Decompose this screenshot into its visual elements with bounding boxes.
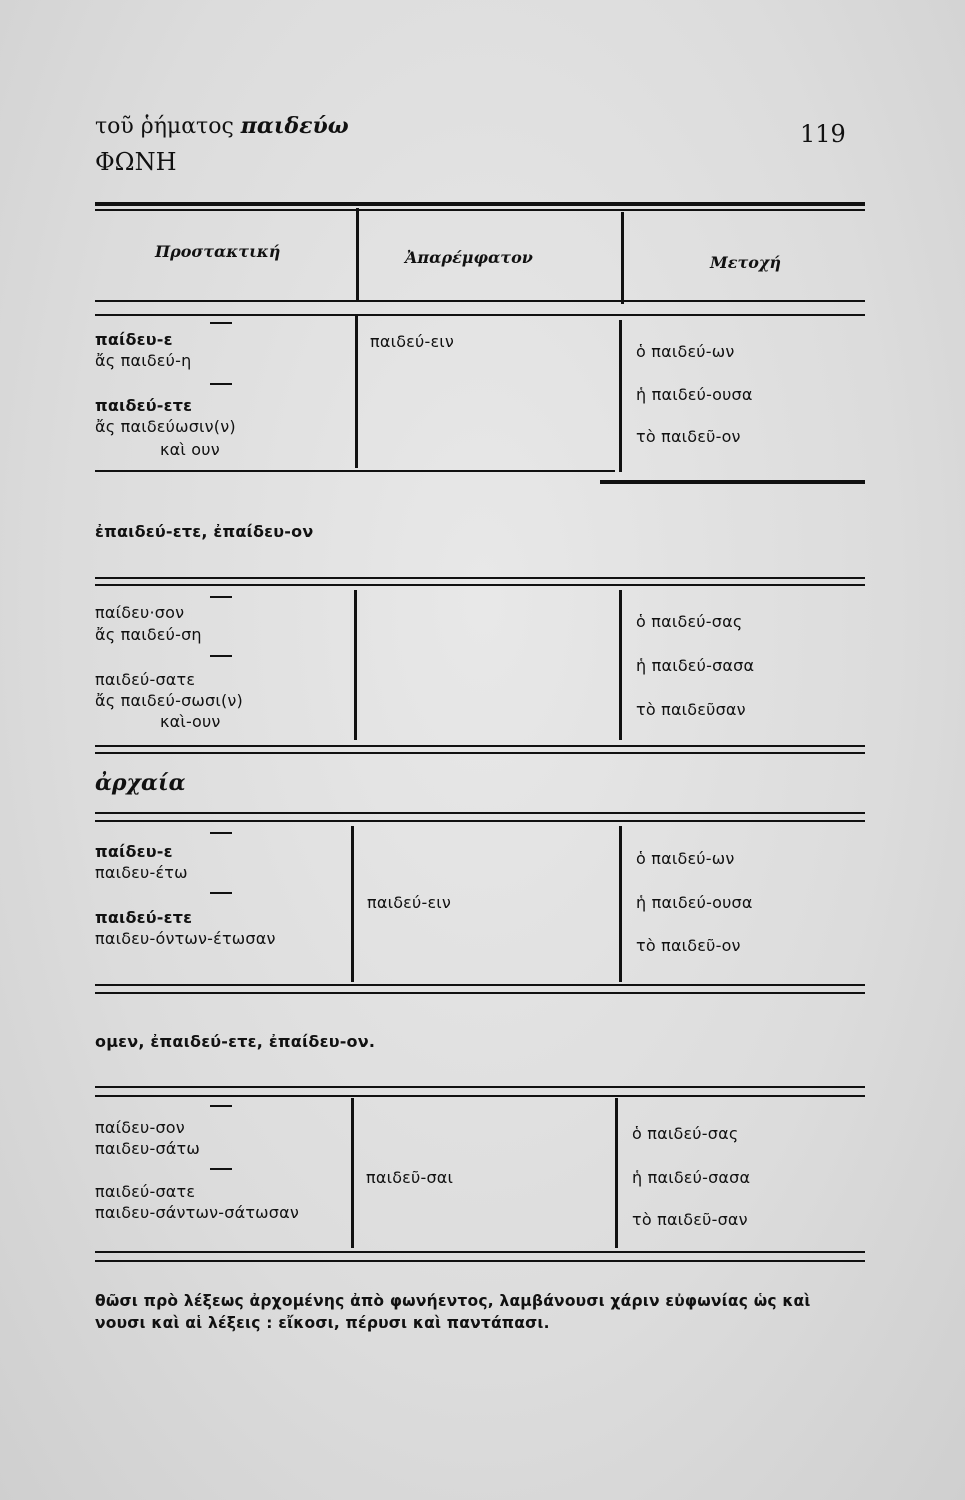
t3-part-3: τὸ παιδεῦ-ον [636, 936, 741, 955]
page-subtitle: ΦΩΝΗ [95, 148, 177, 176]
t4-rule-top-2 [95, 1095, 865, 1097]
t1-imp-2: ἄς παιδεύ-η [95, 351, 192, 370]
t4-rule-bottom [95, 1251, 865, 1253]
t2-rule-top-2 [95, 584, 865, 586]
t3-imp-2: παιδευ-έτω [95, 863, 188, 882]
dash [210, 1168, 232, 1170]
note-1: ἐπαιδεύ-ετε, ἐπαίδευ-ον [95, 522, 314, 541]
t1-rule-bottom-right [600, 480, 865, 484]
t1-divider-2 [619, 320, 622, 472]
t1-part-2: ἡ παιδεύ-ουσα [636, 385, 753, 404]
t1-part-1: ὁ παιδεύ-ων [636, 342, 735, 361]
header-rule-top [95, 202, 865, 206]
t3-rule-bottom [95, 984, 865, 986]
t2-imp-1: παίδευ·σον [95, 603, 185, 622]
t2-part-3: τὸ παιδεῦσαν [636, 700, 746, 719]
t2-imp-4: ἄς παιδεύ-σωσι(ν) [95, 691, 244, 710]
t3-imp-3: παιδεύ-ετε [95, 908, 193, 927]
header-rule-bottom-2 [95, 314, 865, 316]
t4-part-3: τὸ παιδεῦ-σαν [632, 1210, 748, 1229]
t3-imp-1: παίδευ-ε [95, 842, 173, 861]
page-number: 119 [800, 120, 846, 148]
t4-infinitive: παιδεῦ-σαι [366, 1168, 454, 1187]
t3-rule-top [95, 812, 865, 814]
dash [210, 832, 232, 834]
t2-rule-top [95, 577, 865, 579]
dash [210, 322, 232, 324]
t4-rule-top [95, 1086, 865, 1088]
t1-imp-5: καὶ ουν [160, 440, 220, 459]
t1-imp-3: παιδεύ-ετε [95, 396, 193, 415]
heading-verb: παιδεύω [240, 113, 349, 139]
dash [210, 892, 232, 894]
column-header-infinitive: Ἀπαρέμφατον [405, 248, 533, 267]
t1-part-3: τὸ παιδεῦ-ον [636, 427, 741, 446]
t4-divider-2 [615, 1098, 618, 1248]
t1-divider-1 [355, 316, 358, 468]
heading-prefix: τοῦ ῥήματος [95, 114, 234, 139]
t4-rule-bottom-2 [95, 1260, 865, 1262]
t3-infinitive: παιδεύ-ειν [367, 893, 452, 912]
t2-divider-1 [354, 590, 357, 740]
t2-imp-3: παιδεύ-σατε [95, 670, 196, 689]
t2-rule-bottom [95, 745, 865, 747]
t3-divider-2 [619, 826, 622, 982]
t3-rule-bottom-2 [95, 992, 865, 994]
t3-imp-4: παιδευ-όντων-έτωσαν [95, 929, 276, 948]
note-2: ομεν, ἐπαιδεύ-ετε, ἐπαίδευ-ον. [95, 1032, 376, 1051]
t4-divider-1 [351, 1098, 354, 1248]
t4-imp-3: παιδεύ-σατε [95, 1182, 196, 1201]
header-rule-top-thin [95, 209, 865, 211]
dash [210, 1105, 232, 1107]
t1-infinitive: παιδεύ-ειν [370, 332, 455, 351]
t3-rule-top-2 [95, 820, 865, 822]
t4-imp-2: παιδευ-σάτω [95, 1139, 200, 1158]
t1-imp-1: παίδευ-ε [95, 330, 173, 349]
t3-part-2: ἡ παιδεύ-ουσα [636, 893, 753, 912]
dash [210, 383, 232, 385]
footer-line-1: θῶσι πρὸ λέξεως ἀρχομένης ἀπὸ φωνήεντος, λαμβάνουσι χάριν εὐφωνίας ὡς καὶ [95, 1292, 811, 1310]
t3-part-1: ὁ παιδεύ-ων [636, 849, 735, 868]
t2-divider-2 [619, 590, 622, 740]
dash [210, 655, 232, 657]
footer-line-2: νουσι καὶ αἱ λέξεις : εἴκοσι, πέρυσι καὶ παντάπασι. [95, 1314, 550, 1332]
t1-rule-bottom [95, 470, 615, 472]
t4-imp-1: παίδευ-σον [95, 1118, 185, 1137]
column-header-imperative: Προστακτική [155, 242, 281, 261]
t2-imp-2: ἄς παιδεύ-ση [95, 625, 202, 644]
t4-part-2: ἡ παιδεύ-σασα [632, 1168, 751, 1187]
t4-imp-4: παιδευ-σάντων-σάτωσαν [95, 1203, 299, 1222]
t4-part-1: ὁ παιδεύ-σας [632, 1124, 739, 1143]
header-divider-1 [356, 208, 359, 300]
t3-divider-1 [351, 826, 354, 982]
dash [210, 596, 232, 598]
page-heading [95, 113, 349, 139]
header-rule-bottom [95, 300, 865, 302]
t2-part-2: ἡ παιδεύ-σασα [636, 656, 755, 675]
t2-imp-5: καὶ-ουν [160, 712, 221, 731]
t1-imp-4: ἄς παιδεύωσιν(ν) [95, 417, 236, 436]
t2-part-1: ὁ παιδεύ-σας [636, 612, 743, 631]
section-title: ἀρχαία [95, 770, 186, 796]
header-divider-2 [621, 212, 624, 304]
t2-rule-bottom-2 [95, 752, 865, 754]
column-header-participle: Μετοχή [710, 253, 782, 272]
